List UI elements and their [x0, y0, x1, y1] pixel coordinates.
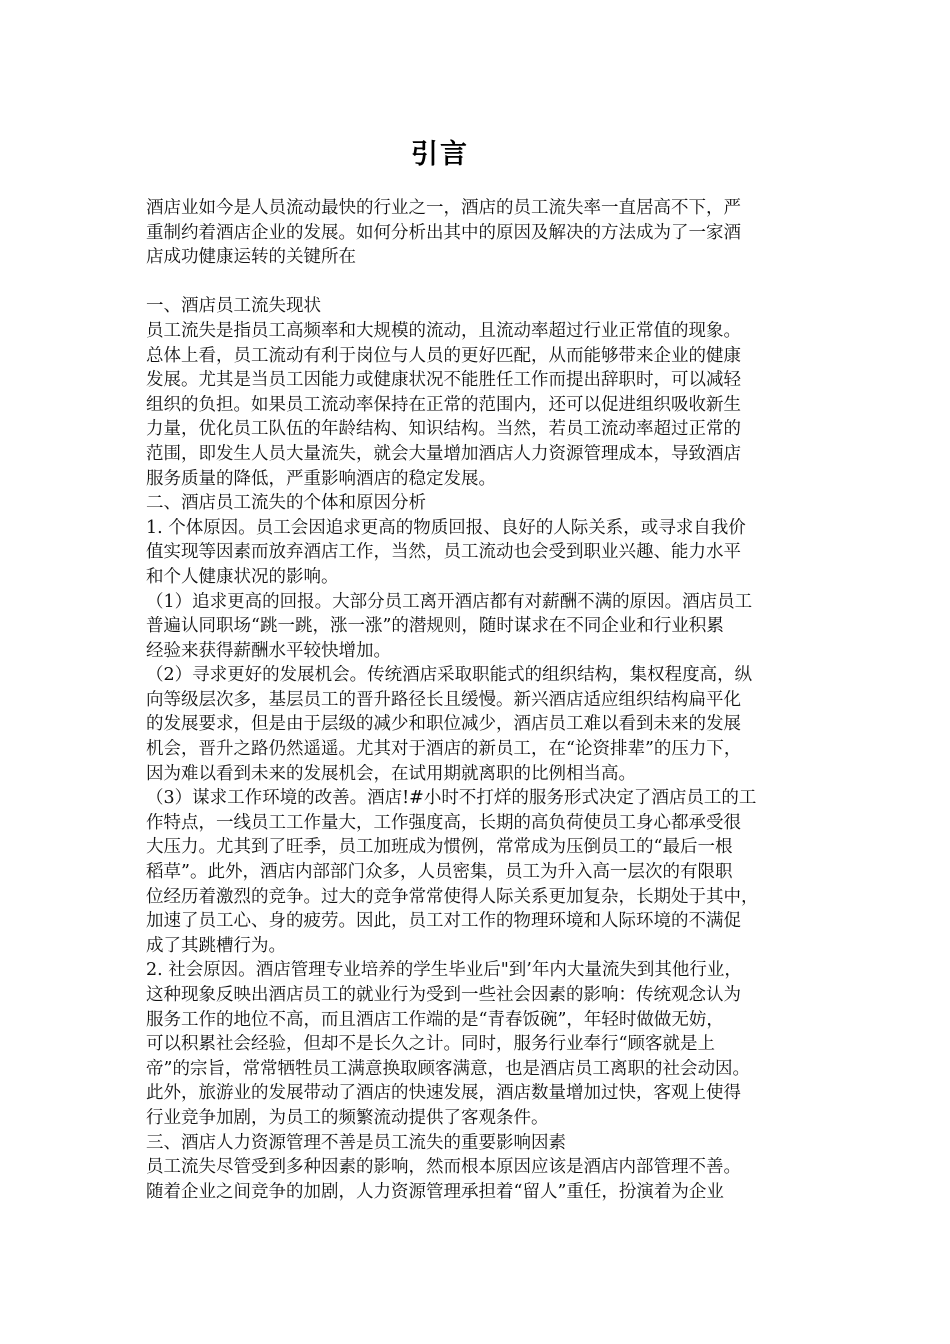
text-line: 重制约着酒店企业的发展。如何分析出其中的原因及解决的方法成为了一家酒 — [146, 222, 741, 243]
text-line: 三、酒店人力资源管理不善是员工流失的重要影响因素 — [146, 1132, 566, 1153]
text-line: 员工流失是指员工高频率和大规模的流动，且流动率超过行业正常值的现象。 — [146, 320, 741, 341]
text-line: 行业竞争加剧，为员工的频繁流动提供了客观条件。 — [146, 1107, 549, 1128]
document-body — [146, 196, 806, 1204]
text-line: 员工流失尽管受到多种因素的影响，然而根本原因应该是酒店内部管理不善。 — [146, 1157, 741, 1178]
text-line: 稻草”。此外，酒店内部部门众多，人员密集，员工为升入高一层次的有限职 — [146, 862, 733, 883]
text-line: 经验来获得薪酬水平较快增加。 — [146, 640, 391, 661]
text-line: 作特点，一线员工工作量大，工作强度高，长期的高负荷使员工身心都承受很 — [146, 812, 741, 833]
text-line: 2. 社会原因。酒店管理专业培养的学生毕业后"到’年内大量流失到其他行业， — [146, 960, 742, 981]
text-line: （3）谋求工作环境的改善。酒店!#小时不打烊的服务形式决定了酒店员工的工 — [146, 788, 757, 809]
text-line: （2）寻求更好的发展机会。传统酒店采取职能式的组织结构，集权程度高，纵 — [146, 665, 753, 686]
text-line: 的发展要求，但是由于层级的减少和职位减少，酒店员工难以看到未来的发展 — [146, 714, 741, 735]
text-line: 普遍认同职场“跳一跳，涨一涨”的潜规则，随时谋求在不同企业和行业积累 — [146, 616, 724, 637]
text-line: 帝”的宗旨，常常牺牲员工满意换取顾客满意，也是酒店员工离职的社会动因。 — [146, 1058, 750, 1079]
page-title — [0, 132, 880, 171]
text-line: 随着企业之间竞争的加剧，人力资源管理承担着“留人”重任，扮演着为企业 — [146, 1181, 724, 1202]
text-line: 总体上看，员工流动有利于岗位与人员的更好匹配，从而能够带来企业的健康 — [146, 345, 741, 366]
text-line: 组织的负担。如果员工流动率保持在正常的范围内，还可以促进组织吸收新生 — [146, 394, 741, 415]
text-line: 可以积累社会经验，但却不是长久之计。同时，服务行业奉行“顾客就是上 — [146, 1034, 715, 1055]
text-line: （1）追求更高的回报。大部分员工离开酒店都有对薪酬不满的原因。酒店员工 — [146, 591, 753, 612]
text-line: 加速了员工心、身的疲劳。因此，员工对工作的物理环境和人际环境的不满促 — [146, 911, 741, 932]
text-line: 一、酒店员工流失现状 — [146, 296, 321, 317]
text-line: 发展。尤其是当员工因能力或健康状况不能胜任工作而提出辞职时，可以减轻 — [146, 370, 741, 391]
text-line: 酒店业如今是人员流动最快的行业之一，酒店的员工流失率一直居高不下，严 — [146, 198, 741, 218]
text-line: 服务工作的地位不高，而且酒店工作端的是“青春饭碗”，年轻时做做无妨， — [146, 1009, 724, 1030]
blank-line — [146, 270, 806, 295]
text-line: 这种现象反映出酒店员工的就业行为受到一些社会因素的影响：传统观念认为 — [146, 985, 741, 1005]
text-line: 1. 个体原因。员工会因追求更高的物质回报、良好的人际关系，或寻求自我价 — [146, 517, 746, 538]
page-title-text: 引言 — [411, 139, 469, 170]
text-line: 成了其跳槽行为。 — [146, 935, 286, 956]
text-line: 范围，即发生人员大量流失，就会大量增加酒店人力资源管理成本，导致酒店 — [146, 443, 741, 464]
text-line: 向等级层次多，基层员工的晋升路径长且缓慢。新兴酒店适应组织结构扁平化 — [146, 689, 741, 710]
text-line: 大压力。尤其到了旺季，员工加班成为惯例，常常成为压倒员工的“最后一根 — [146, 837, 733, 858]
text-line: 力量，优化员工队伍的年龄结构、知识结构。当然，若员工流动率超过正常的 — [146, 419, 741, 440]
text-line: 机会，晋升之路仍然遥遥。尤其对于酒店的新员工，在“论资排辈”的压力下， — [146, 739, 742, 760]
text-line: 此外，旅游业的发展带动了酒店的快速发展，酒店数量增加过快，客观上使得 — [146, 1083, 741, 1104]
text-line: 值实现等因素而放弃酒店工作，当然，员工流动也会受到职业兴趣、能力水平 — [146, 542, 741, 563]
text-line: 二、酒店员工流失的个体和原因分析 — [146, 493, 426, 514]
text-line: 因为难以看到未来的发展机会，在试用期就离职的比例相当高。 — [146, 763, 636, 784]
text-line: 服务质量的降低，严重影响酒店的稳定发展。 — [146, 468, 496, 489]
text-line: 和个人健康状况的影响。 — [146, 566, 339, 587]
text-line: 位经历着激烈的竞争。过大的竞争常常使得人际关系更加复杂，长期处于其中， — [146, 886, 759, 907]
text-line: 店成功健康运转的关键所在 — [146, 247, 356, 268]
